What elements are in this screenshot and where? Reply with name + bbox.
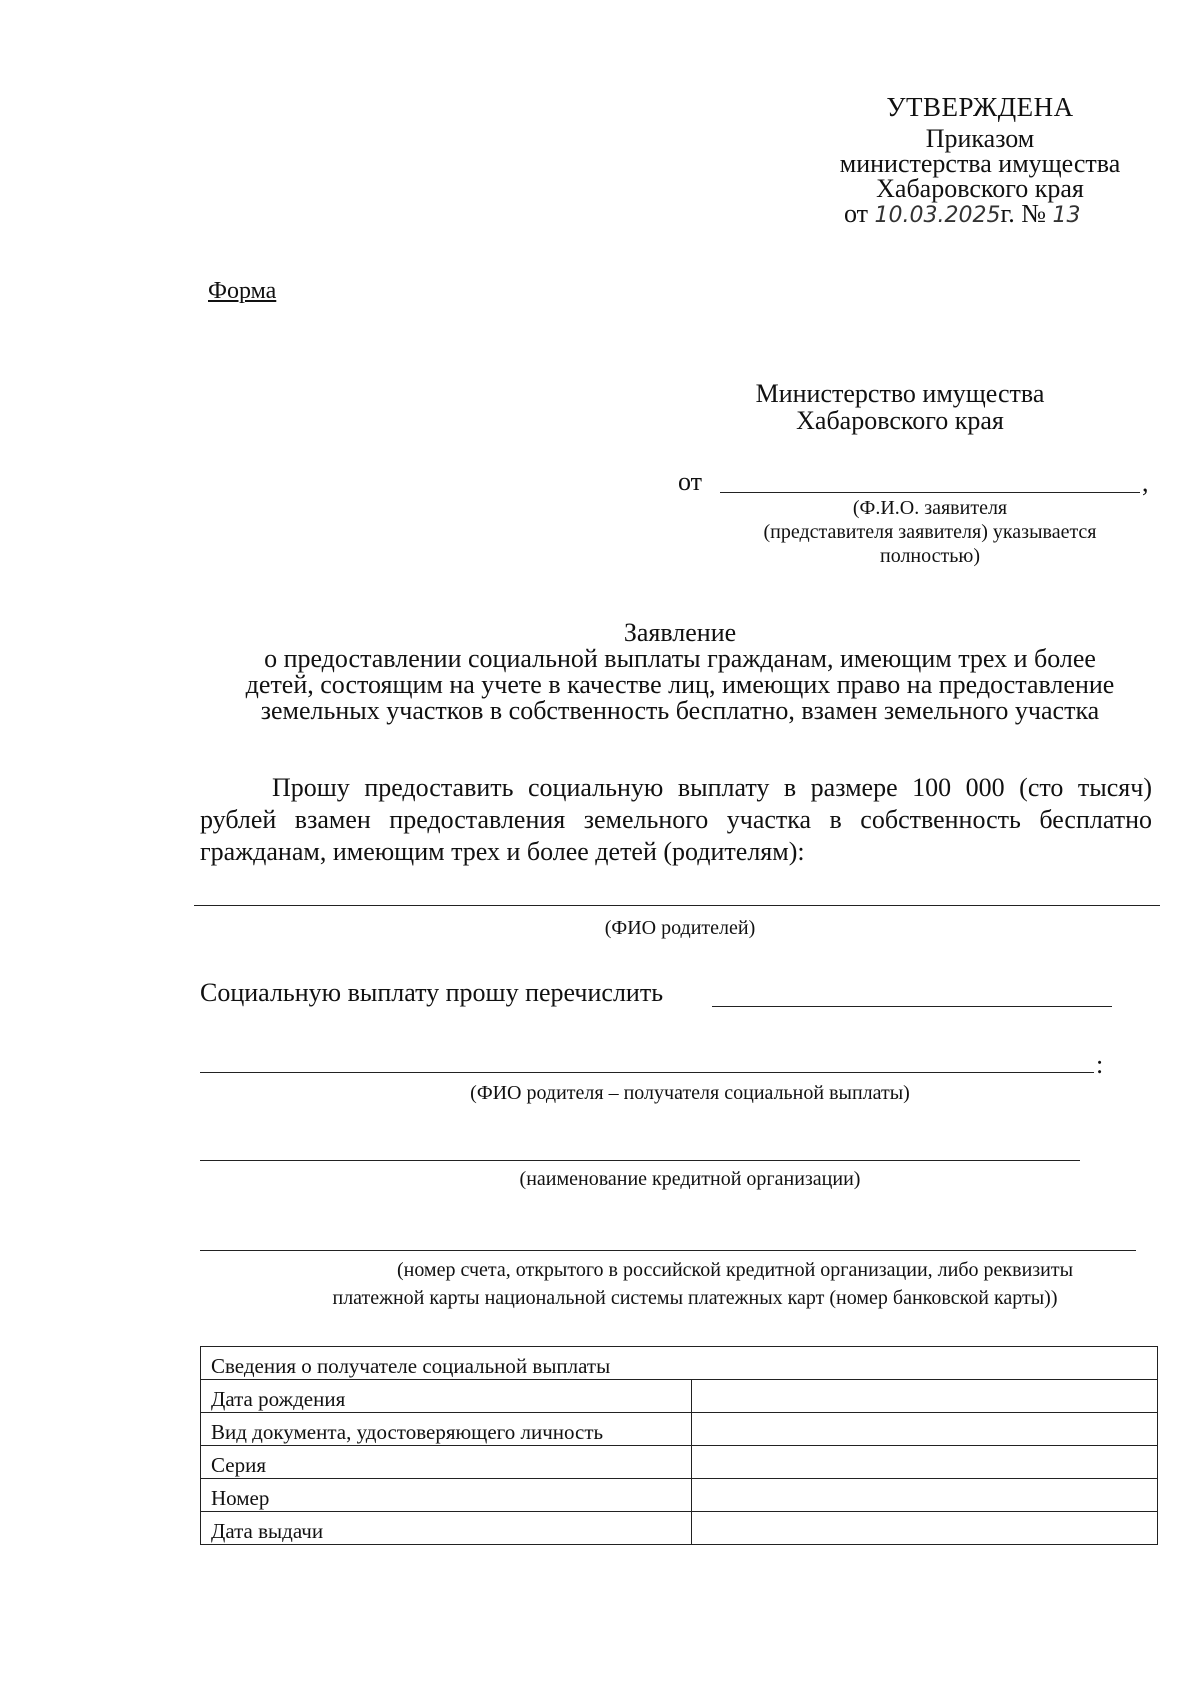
- recipient-parent-field[interactable]: [200, 1072, 1094, 1073]
- approval-block: [800, 92, 1160, 228]
- series-cell[interactable]: [692, 1446, 1158, 1479]
- handwritten-date: 10.03.2025: [874, 203, 1001, 228]
- table-row-label: Дата рождения: [201, 1380, 692, 1413]
- addressee-block: [740, 380, 1060, 434]
- approved-ministry: министерства имущества: [839, 149, 1121, 178]
- issue-date-cell[interactable]: [692, 1512, 1158, 1545]
- account-caption-line-1: (номер счета, открытого в российской кредитной организации, либо реквизиты: [396, 1259, 1074, 1281]
- transfer-label: Социальную выплату прошу перечислить: [200, 978, 664, 1007]
- applicant-caption-line-2: (представителя заявителя) указывается: [763, 521, 1097, 543]
- table-row: [201, 1413, 1158, 1446]
- table-row: [201, 1512, 1158, 1545]
- table-row-label: Серия: [201, 1446, 692, 1479]
- bank-caption: (наименование кредитной организации): [519, 1168, 861, 1190]
- table-row-label: Номер: [201, 1479, 692, 1512]
- application-title: [200, 620, 1160, 724]
- applicant-caption: [700, 496, 1160, 568]
- approved-heading: УТВЕРЖДЕНА: [886, 92, 1074, 122]
- id-document-cell[interactable]: [692, 1413, 1158, 1446]
- recipient-info-table: [200, 1346, 1158, 1545]
- parents-name-field[interactable]: [194, 905, 1160, 906]
- account-number-field[interactable]: [200, 1250, 1136, 1251]
- approved-region: Хабаровского края: [876, 174, 1084, 203]
- table-row: [201, 1380, 1158, 1413]
- table-row: [201, 1446, 1158, 1479]
- approved-by-order: Приказом: [925, 124, 1035, 153]
- applicant-caption-line-1: (Ф.И.О. заявителя: [852, 497, 1008, 519]
- title-line-1: Заявление: [623, 618, 737, 647]
- addressee-line-2: Хабаровского края: [796, 406, 1004, 435]
- parents-caption: (ФИО родителей): [604, 917, 756, 939]
- table-row-label: Вид документа, удостоверяющего личность: [201, 1413, 692, 1446]
- colon: :: [1096, 1050, 1104, 1079]
- table-header: Сведения о получателе социальной выплаты: [201, 1347, 1158, 1380]
- from-label: от: [678, 467, 703, 496]
- date-prefix: от: [844, 199, 869, 228]
- year-number-suffix: г. №: [1000, 199, 1047, 228]
- forma-label: Форма: [208, 278, 277, 304]
- number-cell[interactable]: [692, 1479, 1158, 1512]
- applicant-name-field[interactable]: [720, 492, 1140, 493]
- bank-name-field[interactable]: [200, 1160, 1080, 1161]
- birth-date-cell[interactable]: [692, 1380, 1158, 1413]
- approval-date-line: [800, 201, 1160, 228]
- table-row-label: Дата выдачи: [201, 1512, 692, 1545]
- account-caption-line-2: платежной карты национальной системы платежных карт (номер банковской карты)): [332, 1287, 1058, 1309]
- addressee-line-1: Министерство имущества: [755, 379, 1045, 408]
- title-line-3: детей, состоящим на учете в качестве лиц, имеющих право на предоставление: [245, 670, 1115, 699]
- account-caption: [200, 1256, 1190, 1312]
- table-header-row: [201, 1347, 1158, 1380]
- title-line-4: земельных участков в собственность бесплатно, взамен земельного участка: [260, 696, 1100, 725]
- title-line-2: о предоставлении социальной выплаты гражданам, имеющим трех и более: [264, 644, 1096, 673]
- handwritten-number: 13: [1052, 203, 1081, 228]
- applicant-caption-line-3: полностью): [880, 545, 980, 567]
- recipient-parent-caption: (ФИО родителя – получателя социальной выплаты): [470, 1082, 910, 1104]
- request-paragraph: Прошу предоставить социальную выплату в размере 100 000 (сто тысяч) рублей взамен предоставления земельного участка в собственность бесплатно гражданам, имеющим трех и более детей (родителям):: [200, 773, 1152, 866]
- table-row: [201, 1479, 1158, 1512]
- transfer-target-field[interactable]: [712, 1006, 1112, 1007]
- from-comma: ,: [1142, 468, 1149, 497]
